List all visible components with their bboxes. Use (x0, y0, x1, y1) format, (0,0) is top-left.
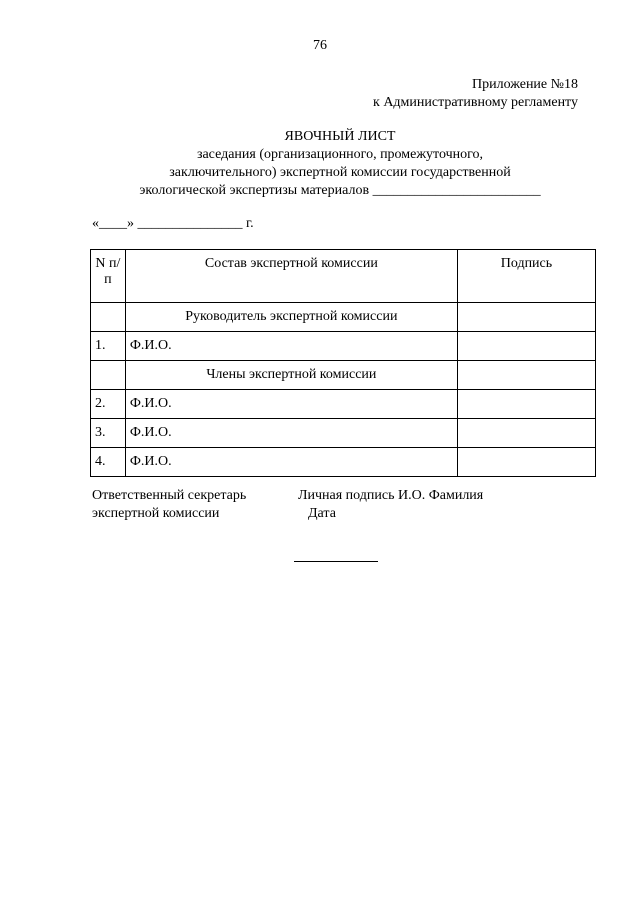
signature-date-field: Дата (308, 506, 336, 521)
header-signature: Подпись (457, 250, 595, 303)
row-number (91, 303, 126, 332)
table-section-row (91, 361, 596, 390)
table-row (91, 419, 596, 448)
table-row (91, 332, 596, 361)
member-name: Ф.И.О. (125, 419, 457, 448)
appendix-reference (373, 76, 578, 112)
document-subtitle-line-3: экологической экспертизы материалов ________________________ (139, 183, 541, 198)
signature-fields (298, 487, 483, 523)
document-heading: ЯВОЧНЫЙ ЛИСТ (284, 129, 396, 144)
row-number: 1. (91, 332, 126, 361)
signature-role-line-2: экспертной комиссии (92, 506, 220, 521)
row-number (91, 361, 126, 390)
attendance-table (90, 249, 596, 477)
date-line: «____» _______________ г. (92, 216, 254, 231)
row-number: 4. (91, 448, 126, 477)
signature-name-field: Личная подпись И.О. Фамилия (298, 488, 484, 503)
signature-cell (457, 361, 595, 390)
table-body (91, 303, 596, 477)
appendix-regulation: к Административному регламенту (373, 95, 578, 110)
document-subtitle-line-2: заключительного) экспертной комиссии государственной (169, 165, 511, 180)
table-header-row (91, 250, 596, 303)
table-row (91, 448, 596, 477)
member-name: Ф.И.О. (125, 448, 457, 477)
closing-rule (294, 561, 378, 562)
table-section-row (91, 303, 596, 332)
row-number: 2. (91, 390, 126, 419)
member-name: Ф.И.О. (125, 332, 457, 361)
section-title: Члены экспертной комиссии (125, 361, 457, 390)
row-number: 3. (91, 419, 126, 448)
table-row (91, 390, 596, 419)
signature-role (92, 487, 246, 523)
document-subtitle-line-1: заседания (организационного, промежуточного, (196, 147, 484, 162)
header-composition: Состав экспертной комиссии (125, 250, 457, 303)
signature-cell (457, 303, 595, 332)
signature-cell (457, 332, 595, 361)
signature-role-line-1: Ответственный секретарь (92, 488, 247, 503)
member-name: Ф.И.О. (125, 390, 457, 419)
appendix-number: Приложение №18 (472, 77, 578, 92)
signature-cell (457, 419, 595, 448)
header-number: N п/п (91, 250, 126, 303)
signature-cell (457, 448, 595, 477)
signature-cell (457, 390, 595, 419)
page-number: 76 (313, 38, 327, 53)
section-title: Руководитель экспертной комиссии (125, 303, 457, 332)
document-title-block (90, 128, 590, 200)
